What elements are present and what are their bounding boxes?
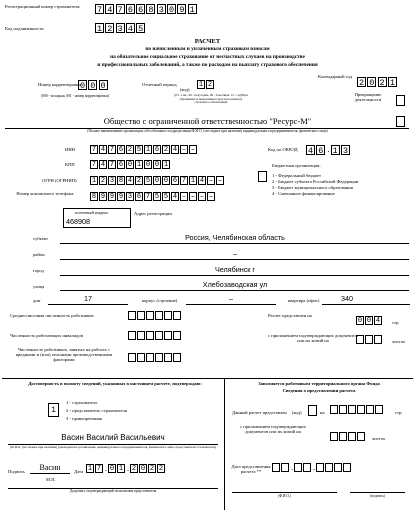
flat-value[interactable]: 340 bbox=[341, 294, 353, 303]
digit-cell[interactable] bbox=[146, 353, 154, 362]
official-pages-label: Данный расчет представлен bbox=[232, 410, 287, 415]
digit-cell[interactable]: 9 bbox=[100, 193, 106, 201]
digit-cell[interactable]: – bbox=[199, 193, 205, 201]
okved-cells[interactable] bbox=[306, 145, 351, 155]
date-cells[interactable] bbox=[86, 464, 166, 474]
digit-cell[interactable]: 3 bbox=[117, 24, 123, 34]
digit-cell[interactable] bbox=[272, 463, 280, 472]
org-name[interactable]: Общество с ограниченной ответственностью "Ресурс-М" bbox=[103, 116, 312, 126]
budget-label: Бюджетная организация: bbox=[272, 163, 321, 168]
digit-cell[interactable]: 0 bbox=[154, 161, 160, 169]
city-label: город bbox=[33, 268, 44, 273]
digit-cell[interactable] bbox=[155, 331, 163, 340]
form-title: РАСЧЕТ bbox=[194, 38, 221, 45]
house-value[interactable]: 17 bbox=[84, 294, 92, 303]
official-date-cells[interactable] bbox=[272, 463, 352, 473]
digit-cell[interactable]: 6 bbox=[118, 146, 124, 154]
confirm-option-2: 2 - представитель страхователя bbox=[66, 408, 127, 413]
confirm-heading: Достоверность и полноту сведений, указанных в настоящем расчете, подтверждаю: bbox=[28, 381, 202, 386]
digit-cell[interactable]: 6 bbox=[138, 5, 144, 15]
period-cells[interactable] bbox=[197, 80, 215, 89]
digit-cell[interactable]: 1 bbox=[136, 161, 142, 169]
correction-label: Номер корректировки bbox=[38, 82, 81, 87]
digit-cell[interactable]: 7 bbox=[181, 177, 187, 185]
org-name-cell bbox=[396, 116, 405, 127]
digit-cell[interactable]: 2 bbox=[158, 465, 164, 473]
cell-separator: . bbox=[127, 464, 129, 473]
digit-cell[interactable]: 6 bbox=[318, 146, 324, 156]
digit-cell[interactable] bbox=[316, 463, 324, 472]
digit-cell[interactable] bbox=[155, 311, 163, 320]
digit-cell[interactable] bbox=[164, 331, 172, 340]
digit-cell[interactable] bbox=[128, 311, 136, 320]
form-subtitle-1: по начисленным и уплаченным страховым взносам bbox=[145, 46, 270, 52]
digit-cell[interactable]: 7 bbox=[109, 146, 115, 154]
digit-cell[interactable]: 2 bbox=[207, 81, 213, 89]
digit-cell[interactable]: 2 bbox=[163, 146, 169, 154]
postal-index-label: почтовый индекс bbox=[75, 210, 109, 215]
postal-index-value[interactable]: 468908 bbox=[66, 217, 90, 226]
attach-unit: листах bbox=[392, 339, 406, 344]
digit-cell[interactable]: – bbox=[181, 146, 187, 154]
avg-headcount-cells[interactable] bbox=[128, 311, 182, 320]
digit-cell[interactable] bbox=[375, 405, 383, 414]
attach-label: с приложением подтверждающих документов или их копий на bbox=[268, 333, 358, 344]
digit-cell[interactable]: 8 bbox=[91, 193, 97, 201]
digit-cell[interactable]: 4 bbox=[172, 146, 178, 154]
digit-cell[interactable]: 2 bbox=[149, 465, 155, 473]
digit-cell[interactable]: 6 bbox=[127, 5, 133, 15]
digit-cell[interactable] bbox=[348, 432, 356, 441]
budget-cell[interactable] bbox=[258, 171, 267, 182]
digit-cell[interactable] bbox=[366, 405, 374, 414]
year-label: Календарный год bbox=[318, 74, 352, 79]
digit-cell[interactable] bbox=[339, 432, 347, 441]
digit-cell[interactable] bbox=[334, 463, 342, 472]
kpp-label: КПП bbox=[65, 162, 75, 167]
official-heading-2: Сведения о представлении расчета bbox=[282, 388, 356, 393]
period-label: Отчетный период bbox=[142, 82, 177, 87]
official-on-label: на bbox=[320, 410, 325, 415]
digit-cell[interactable]: 7 bbox=[91, 161, 97, 169]
digit-cell[interactable]: – bbox=[190, 193, 196, 201]
digit-cell[interactable]: 7 bbox=[96, 465, 102, 473]
signer-note: (Ф.И.О. (последнее при наличии) руководителя организации, индивидуального предпринимателя, физического лица, представителя страхователя) bbox=[10, 445, 216, 449]
subordination-label: Код подчиненности bbox=[5, 26, 44, 31]
official-date-label: Дата представления расчета ** bbox=[231, 464, 271, 475]
digit-cell[interactable]: 4 bbox=[100, 161, 106, 169]
org-name-note: (Полное наименование организации, обособленного подразделения/Ф.И.О. (последнее при наличии) индивидуального предпринимателя, физического лица) bbox=[87, 129, 328, 133]
digit-cell[interactable] bbox=[146, 331, 154, 340]
termination-cell[interactable] bbox=[396, 95, 405, 106]
digit-cell[interactable]: 0 bbox=[109, 465, 115, 473]
termination-label: Прекращение деятельности bbox=[354, 92, 382, 103]
inn-cells[interactable] bbox=[90, 145, 198, 154]
digit-cell[interactable] bbox=[330, 432, 338, 441]
digit-cell[interactable]: 2 bbox=[136, 177, 142, 185]
official-sign-note: (подпись) bbox=[370, 494, 385, 498]
digit-cell[interactable]: 5 bbox=[136, 146, 142, 154]
phone-cells[interactable] bbox=[90, 192, 216, 201]
disabled-headcount-label: Численность работающих инвалидов bbox=[10, 333, 83, 338]
building-label: корпус (строение) bbox=[142, 298, 178, 303]
digit-cell[interactable]: 2 bbox=[107, 24, 113, 34]
budget-option-3: 3 - Бюджет муниципального образования bbox=[272, 185, 353, 190]
cell-separator: . bbox=[105, 464, 107, 473]
digit-cell[interactable]: 0 bbox=[90, 81, 96, 91]
digit-cell[interactable] bbox=[303, 463, 311, 472]
street-value[interactable]: Хлебозаводская ул bbox=[202, 280, 268, 289]
digit-cell[interactable] bbox=[348, 405, 356, 414]
digit-cell[interactable]: 8 bbox=[148, 5, 154, 15]
ogrn-label: ОГРН (ОГРНИП) bbox=[42, 178, 77, 183]
digit-cell[interactable]: 8 bbox=[118, 177, 124, 185]
digit-cell[interactable]: 0 bbox=[100, 81, 106, 91]
digit-cell[interactable] bbox=[339, 405, 347, 414]
digit-cell[interactable]: 0 bbox=[357, 317, 363, 325]
digit-cell[interactable]: 1 bbox=[118, 465, 124, 473]
digit-cell[interactable]: 5 bbox=[138, 24, 144, 34]
digit-cell[interactable]: 4 bbox=[127, 24, 133, 34]
subject-value[interactable]: Россия, Челябинская область bbox=[185, 233, 285, 242]
subject-label: субъект bbox=[33, 236, 49, 241]
signer-name[interactable]: Васин Василий Васильевич bbox=[61, 433, 165, 442]
digit-cell[interactable]: 0 bbox=[163, 177, 169, 185]
cell-separator: . bbox=[327, 145, 330, 154]
pages-label: Расчет представлен на bbox=[268, 313, 312, 318]
digit-cell[interactable]: 1 bbox=[96, 24, 103, 34]
digit-cell[interactable]: 3 bbox=[127, 193, 133, 201]
digit-cell[interactable] bbox=[357, 432, 365, 441]
period-code-label: (код) bbox=[180, 87, 190, 92]
digit-cell[interactable]: 4 bbox=[199, 177, 205, 185]
phone-label: Номер контактного телефона bbox=[16, 191, 74, 196]
digit-cell[interactable]: 9 bbox=[118, 193, 124, 201]
digit-cell[interactable]: 9 bbox=[109, 193, 115, 201]
digit-cell[interactable]: 2 bbox=[127, 146, 133, 154]
building-value[interactable]: – bbox=[229, 294, 233, 303]
digit-cell[interactable]: 4 bbox=[307, 146, 314, 156]
year-cells[interactable] bbox=[357, 77, 398, 87]
digit-cell[interactable]: 1 bbox=[332, 146, 338, 156]
digit-cell[interactable] bbox=[137, 353, 145, 362]
budget-option-2: 2 - Бюджет субъекта Российской Федерации bbox=[272, 179, 359, 184]
reg-number-label: Регистрационный номер страхователя bbox=[5, 4, 80, 9]
digit-cell[interactable]: 1 bbox=[91, 177, 97, 185]
harmful-headcount-label: Численность работников, занятых на работах с вредными и (или) опасными производственными факторами bbox=[15, 347, 113, 363]
inn-label: ИНН bbox=[65, 147, 75, 152]
official-code-cell[interactable] bbox=[308, 405, 317, 416]
correction-note: (000 - исходная, 001 - номер корректировки) bbox=[41, 94, 109, 98]
official-fio-note: (Ф.И.О.) bbox=[277, 494, 292, 498]
district-label: район bbox=[33, 252, 45, 257]
digit-cell[interactable]: 2 bbox=[358, 78, 365, 88]
official-code-label: (код) bbox=[292, 410, 302, 415]
form-subtitle-3: и профессиональных заболеваний, а также по расходам на выплату страхового обеспечения bbox=[97, 62, 318, 68]
official-attach-unit: листах bbox=[372, 436, 386, 441]
signature-label: Подпись bbox=[8, 469, 25, 474]
digit-cell[interactable]: 7 bbox=[145, 193, 151, 201]
official-attach-cells[interactable] bbox=[330, 432, 366, 441]
digit-cell[interactable]: 0 bbox=[169, 5, 175, 15]
digit-cell[interactable]: 2 bbox=[100, 177, 106, 185]
official-pages-unit: стр. bbox=[395, 410, 403, 415]
digit-cell[interactable] bbox=[173, 353, 181, 362]
digit-cell[interactable]: 0 bbox=[127, 161, 133, 169]
digit-cell[interactable]: 1 bbox=[145, 146, 151, 154]
digit-cell[interactable] bbox=[330, 405, 338, 414]
digit-cell[interactable]: 5 bbox=[154, 193, 160, 201]
city-value[interactable]: Челябинск г bbox=[214, 265, 256, 274]
digit-cell[interactable] bbox=[357, 405, 365, 414]
kpp-cells[interactable] bbox=[90, 160, 171, 169]
pages-cells[interactable] bbox=[356, 316, 383, 325]
digit-cell[interactable] bbox=[365, 335, 373, 344]
official-heading-1: Заполняется работником территориального органа Фонда bbox=[258, 381, 380, 386]
digit-cell[interactable]: 4 bbox=[107, 5, 113, 15]
cell-separator: . bbox=[313, 463, 315, 472]
budget-option-4: 4 - Смешанное финансирование bbox=[272, 191, 335, 196]
digit-cell[interactable]: 5 bbox=[145, 177, 151, 185]
digit-cell[interactable]: 2 bbox=[131, 465, 137, 473]
digit-cell[interactable]: 2 bbox=[379, 78, 385, 88]
house-label: дом bbox=[33, 298, 41, 303]
digit-cell[interactable] bbox=[374, 335, 382, 344]
digit-cell[interactable] bbox=[164, 311, 172, 320]
official-pages-cells[interactable] bbox=[330, 405, 384, 414]
form-subtitle-2: на обязательное социальное страхование от несчастных случаев на производстве bbox=[110, 54, 305, 60]
stamp-label: М.П. bbox=[46, 477, 56, 482]
digit-cell[interactable]: 7 bbox=[96, 5, 103, 15]
digit-cell[interactable]: 1 bbox=[198, 81, 204, 89]
digit-cell[interactable]: – bbox=[208, 193, 214, 201]
digit-cell[interactable] bbox=[128, 353, 136, 362]
confirm-code-cell[interactable]: 1 bbox=[48, 403, 59, 417]
digit-cell[interactable]: 3 bbox=[342, 146, 348, 156]
date-label: Дата bbox=[74, 469, 84, 474]
disabled-headcount-cells[interactable] bbox=[128, 331, 182, 340]
authority-doc-label: Документ, подтверждающий полномочия представителя bbox=[69, 489, 157, 493]
reg-number-cells[interactable] bbox=[95, 4, 198, 14]
digit-cell[interactable]: 6 bbox=[118, 161, 124, 169]
digit-cell[interactable]: 6 bbox=[172, 177, 178, 185]
digit-cell[interactable]: 3 bbox=[109, 177, 115, 185]
digit-cell[interactable]: 0 bbox=[369, 78, 375, 88]
digit-cell[interactable]: – bbox=[208, 177, 214, 185]
digit-cell[interactable] bbox=[343, 463, 351, 472]
signature[interactable]: Васин bbox=[39, 463, 61, 472]
cell-separator: . bbox=[291, 463, 293, 472]
pages-unit: стр. bbox=[392, 320, 400, 325]
digit-cell[interactable]: 5 bbox=[163, 193, 169, 201]
official-attach-label: с приложением подтверждающих документов или их копий на bbox=[240, 424, 306, 435]
okved-label: Код по ОКВЭД bbox=[268, 147, 298, 152]
digit-cell[interactable] bbox=[281, 463, 289, 472]
digit-cell[interactable] bbox=[137, 311, 145, 320]
digit-cell[interactable] bbox=[155, 353, 163, 362]
digit-cell[interactable] bbox=[128, 331, 136, 340]
period-note: (03 - I кв., 06 - полугодие, 09 - 9 месяцев, 12 - год)При обращении за выделением средств на выплату страхового обеспечения bbox=[174, 93, 248, 105]
digit-cell[interactable]: 0 bbox=[79, 81, 86, 91]
digit-cell[interactable]: 1 bbox=[163, 161, 169, 169]
budget-option-1: 1 - Федеральный бюджет bbox=[272, 173, 322, 178]
digit-cell[interactable] bbox=[356, 335, 364, 344]
digit-cell[interactable] bbox=[146, 311, 154, 320]
digit-cell[interactable] bbox=[137, 331, 145, 340]
address-label: Адрес регистрации bbox=[134, 211, 172, 216]
district-value[interactable]: – bbox=[233, 249, 237, 258]
digit-cell[interactable]: 1 bbox=[87, 465, 93, 473]
street-label: улица bbox=[33, 284, 45, 289]
digit-cell[interactable]: 4 bbox=[100, 146, 106, 154]
digit-cell[interactable] bbox=[325, 463, 333, 472]
correction-cells[interactable] bbox=[78, 80, 109, 90]
confirm-option-1: 1 - страхователь bbox=[66, 400, 98, 405]
digit-cell[interactable]: – bbox=[217, 177, 223, 185]
digit-cell[interactable]: – bbox=[190, 146, 196, 154]
confirm-option-3: 3 - правопреемник bbox=[66, 416, 103, 421]
digit-cell[interactable] bbox=[164, 353, 172, 362]
digit-cell[interactable]: 0 bbox=[140, 465, 146, 473]
digit-cell[interactable]: 4 bbox=[127, 177, 133, 185]
digit-cell[interactable]: 6 bbox=[136, 193, 142, 201]
digit-cell[interactable]: 0 bbox=[366, 317, 372, 325]
digit-cell[interactable]: 4 bbox=[375, 317, 381, 325]
digit-cell[interactable] bbox=[294, 463, 302, 472]
digit-cell[interactable]: 1 bbox=[190, 177, 196, 185]
digit-cell[interactable]: 7 bbox=[109, 161, 115, 169]
digit-cell[interactable] bbox=[173, 311, 181, 320]
digit-cell[interactable]: – bbox=[181, 193, 187, 201]
digit-cell[interactable]: 7 bbox=[91, 146, 97, 154]
digit-cell[interactable]: 7 bbox=[117, 5, 123, 15]
digit-cell[interactable]: 0 bbox=[154, 177, 160, 185]
ogrn-cells[interactable] bbox=[90, 176, 225, 185]
harmful-headcount-cells[interactable] bbox=[128, 353, 182, 362]
attach-cells[interactable] bbox=[356, 335, 383, 344]
digit-cell[interactable]: 3 bbox=[158, 5, 164, 15]
digit-cell[interactable]: 9 bbox=[179, 5, 185, 15]
flat-label: квартира (офис) bbox=[288, 298, 320, 303]
digit-cell[interactable] bbox=[173, 331, 181, 340]
digit-cell[interactable]: 0 bbox=[145, 161, 151, 169]
digit-cell[interactable]: 1 bbox=[389, 78, 395, 88]
digit-cell[interactable]: 1 bbox=[189, 5, 195, 15]
digit-cell[interactable]: 4 bbox=[172, 193, 178, 201]
avg-headcount-label: Среднесписочная численность работников bbox=[10, 313, 94, 318]
digit-cell[interactable]: 6 bbox=[154, 146, 160, 154]
subordination-cells[interactable] bbox=[95, 23, 146, 33]
